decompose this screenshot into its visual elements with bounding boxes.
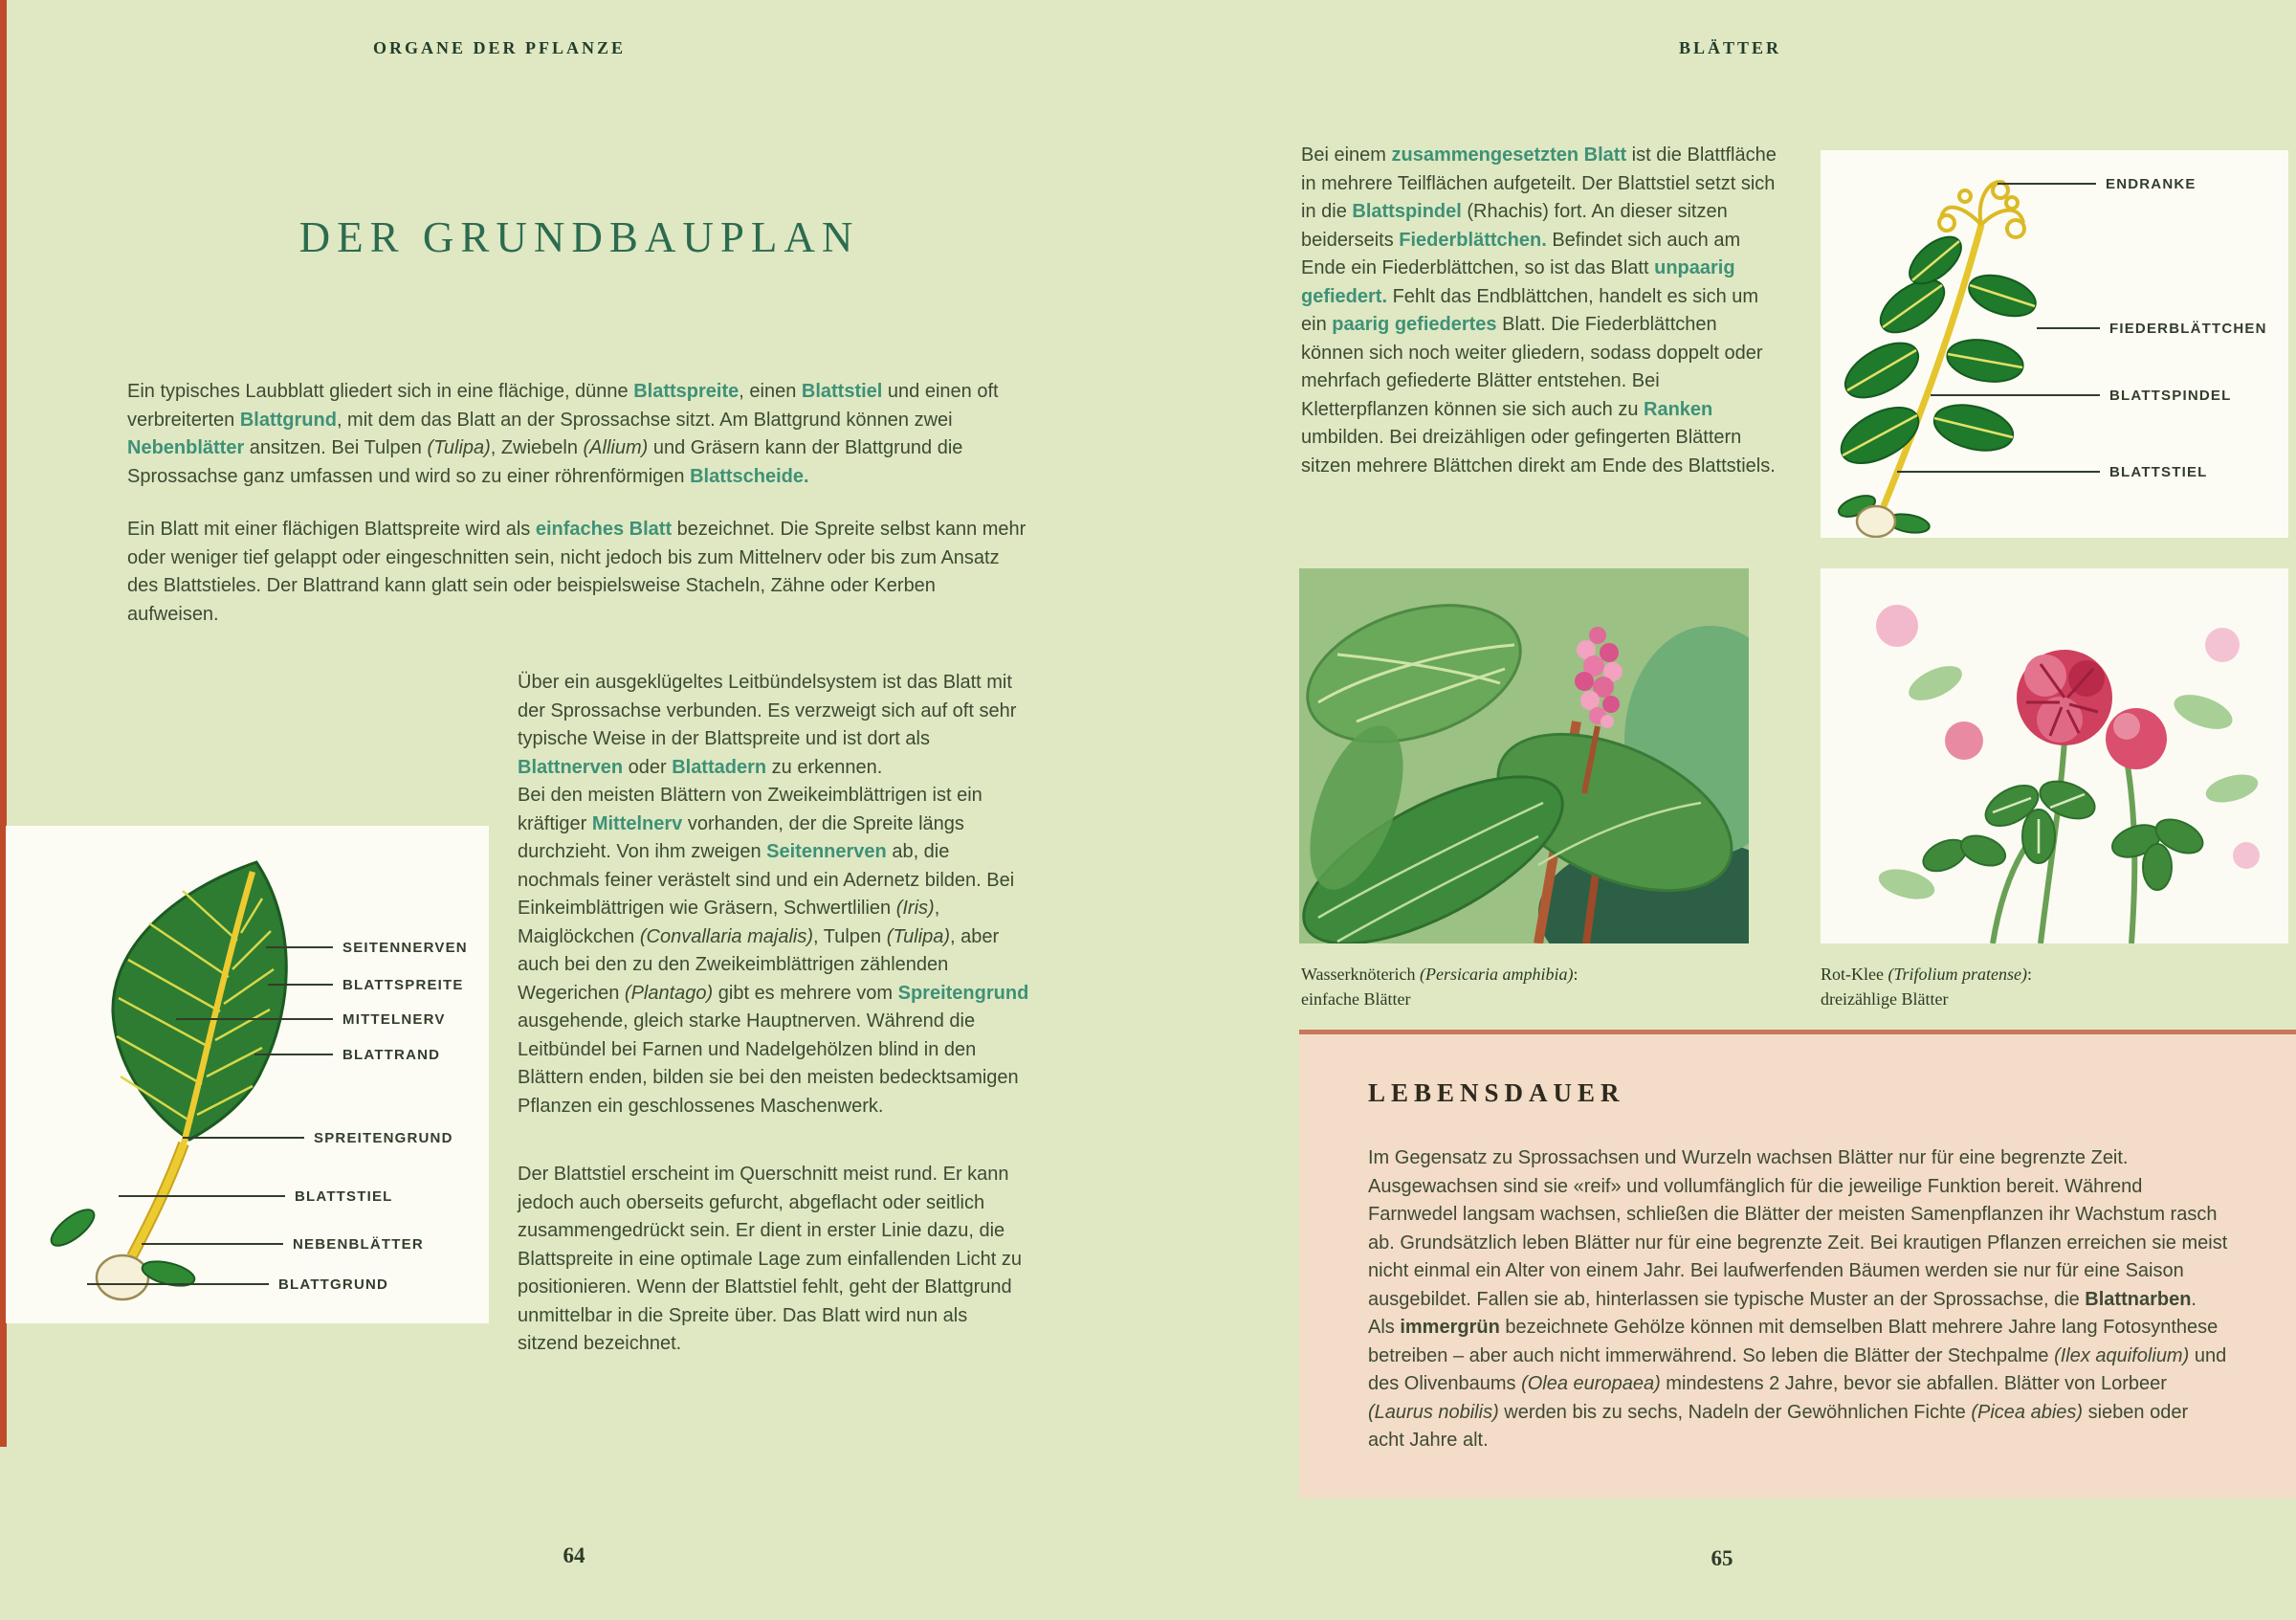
leaf-diagram-figure [6, 826, 489, 1323]
diagram-label: NEBENBLÄTTER [293, 1236, 424, 1253]
diagram-label: BLATTSTIEL [295, 1188, 393, 1205]
infobox-title: LEBENSDAUER [1368, 1078, 1625, 1107]
page-number-left: 64 [563, 1543, 585, 1567]
paragraph: Ein Blatt mit einer flächigen Blattspreite wird als einfaches Blatt bezeichnet. Die Spreite selbst kann mehr oder weniger tief gelappt oder eingeschnitten sein, nicht jedoch bis zum Mittelnerv oder bis zum Ansatz des Blattstieles. Der Blattrand kann glatt sein oder beispielsweise Stacheln, Zähne oder Kerben aufweisen. [127, 519, 1027, 625]
paragraph: Im Gegensatz zu Sprossachsen und Wurzeln wachsen Blätter nur für eine begrenzte Zeit. Ausgewachsen sind sie «reif» und vollumfänglich für die jeweilige Funktion bereit. Während Farnwedel langsam wachsen, schließen die Blätter der meisten Samenpflanzen ihr Wachstum rasch ab. Grundsätzlich leben Blätter nur für eine begrenzte Zeit. Bei krautigen Pflanzen erreichen sie meist nicht einmal ein Alter von einem Jahr. Bei laufwerfenden Bäumen werden sie nur für eine Saison ausgebildet. Fallen sie ab, hinterlassen sie typische Muster an der Sprossachse, die Blattnarben. [1368, 1147, 2228, 1310]
pinnate-leaf-illustration [1821, 150, 2288, 538]
leaf-base-blob [1857, 506, 1895, 537]
page-number-right: 65 [1711, 1546, 1733, 1570]
diagram-label: SEITENNERVEN [342, 940, 468, 956]
stipule-right [140, 1257, 197, 1291]
paragraph: Über ein ausgeklügeltes Leitbündelsystem ist das Blatt mit der Sprossachse verbunden. Es verzweigt sich auf oft sehr typische Weise in der Blattspreite und ist dort als Blattnerven oder Blattadern zu erkennen. [518, 672, 1017, 778]
leaf-base-blob [97, 1255, 148, 1299]
diagram-label: BLATTRAND [342, 1047, 441, 1063]
photo-rotklee [1821, 568, 2288, 943]
page-title: DER GRUNDBAUPLAN [298, 213, 860, 261]
caption-wasserknoeterich [1301, 962, 1760, 1011]
paragraph: Ein typisches Laubblatt gliedert sich in eine flächige, dünne Blattspreite, einen Blattstiel und einen oft verbreiterten Blattgrund, mit dem das Blatt an der Sprossachse sitzt. Am Blattgrund können zwei Nebenblätter ansitzen. Bei Tulpen (Tulipa), Zwiebeln (Allium) und Gräsern kann der Blattgrund die Sprossachse ganz umfassen und wird so zu einer röhrenförmigen Blattscheide. [127, 381, 999, 487]
simple-leaf-illustration [6, 826, 489, 1323]
paragraph: Bei einem zusammengesetzten Blatt ist die Blattfläche in mehrere Teilflächen aufgeteilt. Der Blattstiel setzt sich in die Blattspindel (Rhachis) fort. An dieser sitzen beiderseits Fiederblättchen. Befindet sich auch am Ende ein Fiederblättchen, so ist das Blatt unpaarig gefiedert. Fehlt das Endblättchen, handelt es sich um ein paarig gefiedertes Blatt. Die Fiederblättchen können sich noch weiter gliedern, sodass doppelt oder mehrfach gefiederte Blätter entstehen. Bei Kletterpflanzen können sie sich auch zu Ranken umbilden. Bei dreizähligen oder gefingerten Blättern sitzen mehrere Blättchen direkt am Ende des Blattstiels. [1301, 144, 1777, 477]
photo-wasserknoeterich [1299, 568, 1749, 943]
diagram-label: BLATTSTIEL [2109, 464, 2208, 480]
left-page-body [127, 378, 1031, 1384]
caption-line: Wasserknöterich (Persicaria amphibia): [1301, 965, 1578, 984]
wasserknoeterich-painting [1299, 568, 1749, 943]
diagram-label: SPREITENGRUND [314, 1130, 453, 1146]
paragraph: Der Blattstiel erscheint im Querschnitt meist rund. Er kann jedoch auch oberseits gefurcht, abgeflacht oder seitlich zusammengedrückt sein. Er dient in erster Linie dazu, die Blattspreite in eine optimale Lage zum einfallenden Licht zu positionieren. Wenn der Blattstiel fehlt, geht der Blattgrund unmittelbar in die Spreite über. Das Blatt wird nun als sitzend bezeichnet. [518, 1164, 1022, 1354]
diagram-label: BLATTGRUND [278, 1276, 389, 1293]
infobox-body [1368, 1144, 2229, 1455]
diagram-label: BLATTSPREITE [342, 977, 464, 993]
paragraph: Als immergrün bezeichnete Gehölze können mit demselben Blatt mehrere Jahre lang Fotosynthese betreiben – aber auch nicht immerwährend. So leben die Blätter der Stechpalme (Ilex aquifolium) und des Olivenbaums (Olea europaea) mindestens 2 Jahre, bevor sie abfallen. Blätter von Lorbeer (Laurus nobilis) werden bis zu sechs, Nadeln der Gewöhnlichen Fichte (Picea abies) sieben oder acht Jahre alt. [1368, 1317, 2227, 1451]
right-page-body [1301, 142, 1777, 505]
caption-line: einfache Blätter [1301, 989, 1411, 1009]
paragraph: Bei den meisten Blättern von Zweikeimblättrigen ist ein kräftiger Mittelnerv vorhanden, der die Spreite längs durchzieht. Von ihm zweigen Seitennerven ab, die nochmals feiner verästelt sind und ein Adernetz bilden. Bei Einkeimblättrigen wie Gräsern, Schwertlilien (Iris), Maiglöckchen (Convallaria majalis), Tulpen (Tulipa), aber auch bei den zu den Zweikeimblättrigen zählenden Wegerichen (Plantago) gibt es mehrere vom Spreitengrund ausgehende, gleich starke Hauptnerven. Während die Leitbündel bei Farnen und Nadelgehölzen blind in den Blättern enden, bilden sie bei den meisten bedecktsamigen Pflanzen ein geschlossenes Maschenwerk. [518, 785, 1029, 1117]
diagram-label: FIEDERBLÄTTCHEN [2109, 321, 2267, 337]
pinnate-leaf-figure [1821, 150, 2288, 538]
caption-rotklee [1821, 962, 2280, 1011]
diagram-label: BLATTSPINDEL [2109, 388, 2232, 404]
infobox-lebensdauer [1299, 1030, 2296, 1498]
running-head-left: ORGANE DER PFLANZE [373, 38, 627, 57]
diagram-label: ENDRANKE [2106, 176, 2197, 192]
diagram-label: MITTELNERV [342, 1011, 446, 1028]
running-head-right: BLÄTTER [1679, 38, 1782, 57]
caption-line: Rot-Klee (Trifolium pratense): [1821, 965, 2033, 984]
stipule-left [46, 1204, 99, 1253]
rotklee-painting [1821, 568, 2288, 943]
caption-line: dreizählige Blätter [1821, 989, 1949, 1009]
